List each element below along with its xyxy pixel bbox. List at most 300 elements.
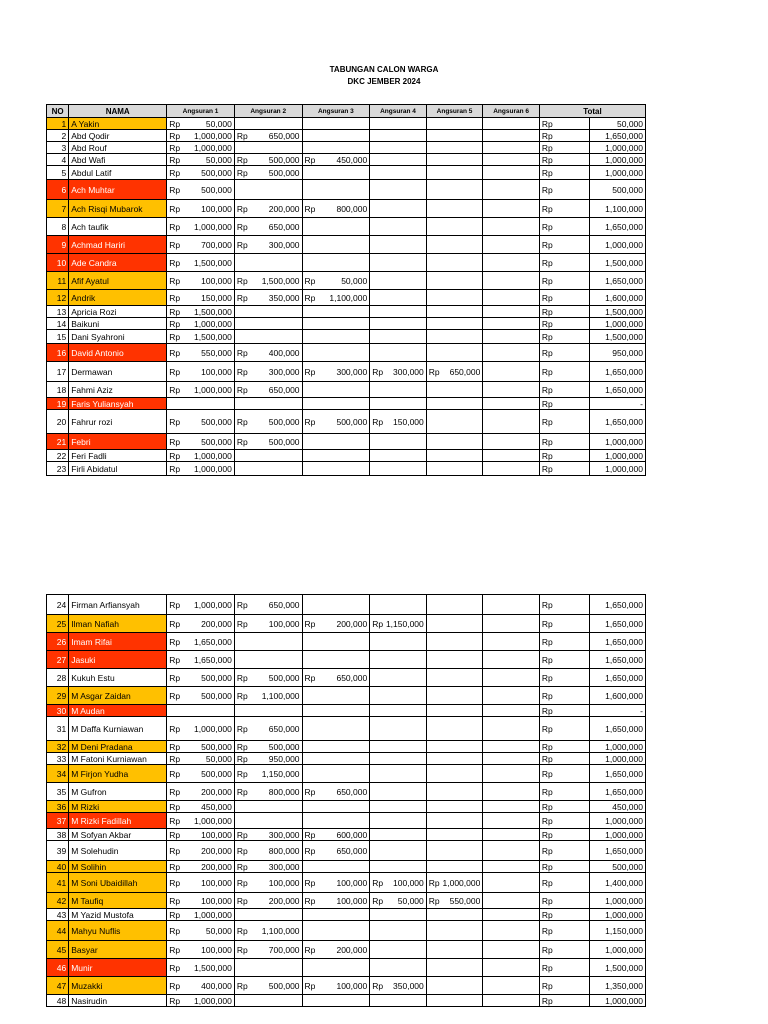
installment-cell-1 bbox=[167, 801, 235, 813]
installment-cell-6 bbox=[483, 306, 540, 318]
currency-symbol: Rp bbox=[236, 239, 248, 250]
installment-cell-3 bbox=[302, 909, 370, 921]
total-amount: 1,650,000 bbox=[590, 669, 646, 687]
installment-amount: 500,000 bbox=[268, 154, 300, 165]
installment-cell-4 bbox=[370, 633, 427, 651]
currency-symbol: Rp bbox=[169, 815, 181, 826]
installment-cell-1 bbox=[167, 118, 235, 130]
installment-amount: 400,000 bbox=[201, 980, 232, 991]
total-currency: Rp bbox=[539, 236, 590, 254]
row-number: 31 bbox=[47, 717, 69, 741]
installment-cell-4 bbox=[370, 410, 427, 434]
installment-cell-2 bbox=[234, 669, 302, 687]
total-currency: Rp bbox=[539, 873, 590, 893]
installment-cell-2 bbox=[234, 218, 302, 236]
installment-cell-3 bbox=[302, 753, 370, 765]
total-currency: Rp bbox=[539, 861, 590, 873]
installment-cell-3 bbox=[302, 783, 370, 801]
total-currency: Rp bbox=[539, 801, 590, 813]
installment-cell-4 bbox=[370, 861, 427, 873]
currency-symbol: Rp bbox=[236, 292, 248, 303]
member-name: Febri bbox=[69, 434, 167, 450]
installment-amount: 600,000 bbox=[336, 829, 368, 840]
installment-cell-3 bbox=[302, 330, 370, 344]
total-amount: 1,650,000 bbox=[590, 595, 646, 615]
currency-symbol: Rp bbox=[169, 599, 181, 610]
installment-cell-4 bbox=[370, 615, 427, 633]
installment-cell-6 bbox=[483, 154, 540, 166]
installment-cell-6 bbox=[483, 344, 540, 362]
currency-symbol: Rp bbox=[169, 292, 181, 303]
currency-symbol: Rp bbox=[169, 275, 181, 286]
installment-amount: 500,000 bbox=[201, 184, 232, 195]
currency-symbol: Rp bbox=[372, 877, 384, 888]
total-currency: Rp bbox=[539, 829, 590, 841]
report-header bbox=[0, 64, 768, 88]
total-currency: Rp bbox=[539, 462, 590, 476]
member-name: Dermawan bbox=[69, 362, 167, 382]
currency-symbol: Rp bbox=[236, 845, 248, 856]
currency-symbol: Rp bbox=[236, 221, 248, 232]
installment-cell-5 bbox=[426, 801, 483, 813]
installment-cell-5 bbox=[426, 813, 483, 829]
table-row bbox=[47, 687, 646, 705]
table-row bbox=[47, 841, 646, 861]
table-row bbox=[47, 254, 646, 272]
installment-cell-3 bbox=[302, 306, 370, 318]
installment-amount: 1,000,000 bbox=[442, 877, 481, 888]
installment-amount: 350,000 bbox=[268, 292, 300, 303]
table-row bbox=[47, 893, 646, 909]
installment-cell-2 bbox=[234, 615, 302, 633]
table-row bbox=[47, 218, 646, 236]
total-amount: 1,650,000 bbox=[590, 410, 646, 434]
installment-amount: 100,000 bbox=[268, 877, 300, 888]
installment-cell-6 bbox=[483, 921, 540, 941]
installment-cell-3 bbox=[302, 318, 370, 330]
installment-cell-3 bbox=[302, 200, 370, 218]
row-number: 4 bbox=[47, 154, 69, 166]
installment-cell-1 bbox=[167, 893, 235, 909]
installment-cell-5 bbox=[426, 765, 483, 783]
installment-cell-3 bbox=[302, 434, 370, 450]
installment-cell-4 bbox=[370, 813, 427, 829]
installment-amount: 650,000 bbox=[336, 672, 368, 683]
installment-cell-6 bbox=[483, 977, 540, 995]
total-currency: Rp bbox=[539, 651, 590, 669]
installment-cell-4 bbox=[370, 977, 427, 995]
installment-amount: 800,000 bbox=[336, 203, 368, 214]
installment-cell-5 bbox=[426, 200, 483, 218]
installment-amount: 1,150,000 bbox=[261, 768, 300, 779]
total-amount: 1,500,000 bbox=[590, 254, 646, 272]
installment-cell-3 bbox=[302, 290, 370, 306]
installment-amount: 1,100,000 bbox=[261, 925, 300, 936]
installment-cell-1 bbox=[167, 218, 235, 236]
member-name: Abd Wafi bbox=[69, 154, 167, 166]
currency-symbol: Rp bbox=[169, 384, 181, 395]
installment-cell-2 bbox=[234, 236, 302, 254]
total-amount: 1,500,000 bbox=[590, 959, 646, 977]
currency-symbol: Rp bbox=[236, 203, 248, 214]
installment-amount: 500,000 bbox=[201, 690, 232, 701]
installment-cell-5 bbox=[426, 318, 483, 330]
row-number: 41 bbox=[47, 873, 69, 893]
currency-symbol: Rp bbox=[169, 167, 181, 178]
installment-cell-5 bbox=[426, 382, 483, 398]
installment-cell-4 bbox=[370, 254, 427, 272]
installment-cell-4 bbox=[370, 841, 427, 861]
installment-amount: 100,000 bbox=[201, 275, 232, 286]
member-name: Ade Candra bbox=[69, 254, 167, 272]
member-name: Apricia Rozi bbox=[69, 306, 167, 318]
installment-cell-2 bbox=[234, 118, 302, 130]
installment-amount: 650,000 bbox=[268, 221, 300, 232]
currency-symbol: Rp bbox=[428, 877, 440, 888]
member-name: M Daffa Kurniawan bbox=[69, 717, 167, 741]
total-currency: Rp bbox=[539, 813, 590, 829]
total-amount: 1,000,000 bbox=[590, 829, 646, 841]
currency-symbol: Rp bbox=[169, 636, 181, 647]
row-number: 9 bbox=[47, 236, 69, 254]
currency-symbol: Rp bbox=[236, 895, 248, 906]
installment-cell-2 bbox=[234, 154, 302, 166]
installment-cell-1 bbox=[167, 180, 235, 200]
installment-amount: 500,000 bbox=[268, 980, 300, 991]
installment-cell-1 bbox=[167, 959, 235, 977]
installment-cell-5 bbox=[426, 741, 483, 753]
total-amount: 1,650,000 bbox=[590, 765, 646, 783]
installment-cell-1 bbox=[167, 154, 235, 166]
installment-amount: 200,000 bbox=[336, 944, 368, 955]
installment-cell-3 bbox=[302, 829, 370, 841]
installment-cell-2 bbox=[234, 450, 302, 462]
row-number: 3 bbox=[47, 142, 69, 154]
total-currency: Rp bbox=[539, 921, 590, 941]
installment-cell-3 bbox=[302, 893, 370, 909]
row-number: 19 bbox=[47, 398, 69, 410]
installment-cell-2 bbox=[234, 382, 302, 398]
table-row bbox=[47, 705, 646, 717]
installment-cell-4 bbox=[370, 218, 427, 236]
installment-cell-5 bbox=[426, 687, 483, 705]
total-amount: 1,650,000 bbox=[590, 633, 646, 651]
member-name: Ach Risqi Mubarok bbox=[69, 200, 167, 218]
installment-cell-5 bbox=[426, 290, 483, 306]
currency-symbol: Rp bbox=[169, 463, 181, 474]
installment-amount: 300,000 bbox=[393, 366, 424, 377]
member-name: Firli Abidatul bbox=[69, 462, 167, 476]
installment-amount: 500,000 bbox=[201, 416, 232, 427]
member-name: Kukuh Estu bbox=[69, 669, 167, 687]
installment-amount: 650,000 bbox=[268, 130, 300, 141]
total-amount: 1,650,000 bbox=[590, 218, 646, 236]
table-row bbox=[47, 921, 646, 941]
installment-amount: 650,000 bbox=[268, 723, 300, 734]
installment-cell-4 bbox=[370, 154, 427, 166]
currency-symbol: Rp bbox=[372, 618, 384, 629]
total-currency: Rp bbox=[539, 272, 590, 290]
currency-symbol: Rp bbox=[169, 845, 181, 856]
currency-symbol: Rp bbox=[236, 861, 248, 872]
row-number: 29 bbox=[47, 687, 69, 705]
total-amount: 1,650,000 bbox=[590, 615, 646, 633]
row-number: 6 bbox=[47, 180, 69, 200]
installment-cell-5 bbox=[426, 921, 483, 941]
installment-cell-2 bbox=[234, 306, 302, 318]
installment-cell-2 bbox=[234, 318, 302, 330]
total-amount: 1,000,000 bbox=[590, 813, 646, 829]
installment-cell-5 bbox=[426, 450, 483, 462]
total-amount: - bbox=[590, 705, 646, 717]
installment-cell-5 bbox=[426, 861, 483, 873]
installment-cell-1 bbox=[167, 829, 235, 841]
installment-cell-3 bbox=[302, 154, 370, 166]
installment-cell-3 bbox=[302, 130, 370, 142]
row-number: 21 bbox=[47, 434, 69, 450]
row-number: 32 bbox=[47, 741, 69, 753]
currency-symbol: Rp bbox=[169, 184, 181, 195]
installment-cell-2 bbox=[234, 344, 302, 362]
installment-cell-1 bbox=[167, 651, 235, 669]
currency-symbol: Rp bbox=[169, 257, 181, 268]
row-number: 18 bbox=[47, 382, 69, 398]
table-row bbox=[47, 382, 646, 398]
installment-cell-5 bbox=[426, 218, 483, 236]
total-currency: Rp bbox=[539, 615, 590, 633]
installment-amount: 500,000 bbox=[201, 436, 232, 447]
installment-amount: 300,000 bbox=[268, 239, 300, 250]
total-amount: 1,000,000 bbox=[590, 450, 646, 462]
currency-symbol: Rp bbox=[169, 877, 181, 888]
installment-amount: 700,000 bbox=[201, 239, 232, 250]
installment-cell-3 bbox=[302, 450, 370, 462]
installment-cell-6 bbox=[483, 801, 540, 813]
installment-cell-4 bbox=[370, 450, 427, 462]
installment-amount: 300,000 bbox=[336, 366, 368, 377]
table-row bbox=[47, 861, 646, 873]
total-currency: Rp bbox=[539, 434, 590, 450]
total-currency: Rp bbox=[539, 765, 590, 783]
installment-cell-5 bbox=[426, 783, 483, 801]
total-amount: 1,000,000 bbox=[590, 893, 646, 909]
table-row bbox=[47, 995, 646, 1007]
installment-amount: 1,500,000 bbox=[194, 257, 232, 268]
installment-cell-2 bbox=[234, 829, 302, 841]
member-name: Nasirudin bbox=[69, 995, 167, 1007]
currency-symbol: Rp bbox=[304, 786, 316, 797]
row-number: 23 bbox=[47, 462, 69, 476]
installment-cell-2 bbox=[234, 941, 302, 959]
installment-cell-2 bbox=[234, 873, 302, 893]
installment-cell-6 bbox=[483, 861, 540, 873]
table-row bbox=[47, 154, 646, 166]
table-body bbox=[47, 118, 646, 476]
installment-cell-3 bbox=[302, 801, 370, 813]
installment-amount: 800,000 bbox=[268, 786, 300, 797]
currency-symbol: Rp bbox=[236, 154, 248, 165]
installment-cell-4 bbox=[370, 362, 427, 382]
installment-amount: 1,650,000 bbox=[194, 636, 232, 647]
installment-amount: 200,000 bbox=[201, 786, 232, 797]
installment-amount: 1,100,000 bbox=[261, 690, 300, 701]
member-name: M Rizki bbox=[69, 801, 167, 813]
currency-symbol: Rp bbox=[304, 275, 316, 286]
total-currency: Rp bbox=[539, 687, 590, 705]
total-amount: 500,000 bbox=[590, 861, 646, 873]
installment-amount: 1,000,000 bbox=[194, 450, 232, 461]
total-amount: 1,650,000 bbox=[590, 382, 646, 398]
member-name: M Deni Pradana bbox=[69, 741, 167, 753]
row-number: 15 bbox=[47, 330, 69, 344]
installment-cell-3 bbox=[302, 615, 370, 633]
total-amount: 1,400,000 bbox=[590, 873, 646, 893]
total-amount: 1,650,000 bbox=[590, 272, 646, 290]
member-name: Andrik bbox=[69, 290, 167, 306]
installment-cell-1 bbox=[167, 717, 235, 741]
currency-symbol: Rp bbox=[304, 618, 316, 629]
installment-cell-4 bbox=[370, 705, 427, 717]
installment-cell-2 bbox=[234, 995, 302, 1007]
installment-cell-1 bbox=[167, 615, 235, 633]
installment-cell-5 bbox=[426, 344, 483, 362]
total-currency: Rp bbox=[539, 398, 590, 410]
installment-cell-6 bbox=[483, 909, 540, 921]
row-number: 42 bbox=[47, 893, 69, 909]
savings-table-part-1 bbox=[46, 104, 646, 476]
table-row bbox=[47, 829, 646, 841]
installment-cell-6 bbox=[483, 142, 540, 154]
installment-cell-1 bbox=[167, 753, 235, 765]
installment-amount: 500,000 bbox=[268, 167, 300, 178]
table-row bbox=[47, 801, 646, 813]
total-amount: 1,000,000 bbox=[590, 166, 646, 180]
installment-amount: 300,000 bbox=[268, 829, 300, 840]
installment-cell-6 bbox=[483, 318, 540, 330]
installment-cell-2 bbox=[234, 687, 302, 705]
installment-cell-4 bbox=[370, 130, 427, 142]
header-total: Total bbox=[539, 105, 645, 118]
installment-cell-2 bbox=[234, 765, 302, 783]
total-currency: Rp bbox=[539, 318, 590, 330]
installment-cell-5 bbox=[426, 154, 483, 166]
member-name: Basyar bbox=[69, 941, 167, 959]
total-amount: 1,350,000 bbox=[590, 977, 646, 995]
total-currency: Rp bbox=[539, 741, 590, 753]
installment-cell-3 bbox=[302, 741, 370, 753]
installment-amount: 50,000 bbox=[341, 275, 368, 286]
installment-cell-3 bbox=[302, 344, 370, 362]
currency-symbol: Rp bbox=[236, 618, 248, 629]
installment-cell-3 bbox=[302, 873, 370, 893]
installment-amount: 100,000 bbox=[336, 980, 368, 991]
installment-amount: 500,000 bbox=[201, 741, 232, 752]
installment-cell-6 bbox=[483, 410, 540, 434]
installment-cell-4 bbox=[370, 921, 427, 941]
installment-cell-2 bbox=[234, 813, 302, 829]
installment-cell-5 bbox=[426, 142, 483, 154]
installment-cell-5 bbox=[426, 410, 483, 434]
row-number: 25 bbox=[47, 615, 69, 633]
total-currency: Rp bbox=[539, 410, 590, 434]
currency-symbol: Rp bbox=[169, 416, 181, 427]
currency-symbol: Rp bbox=[236, 130, 248, 141]
member-name: Faris Yuliansyah bbox=[69, 398, 167, 410]
total-currency: Rp bbox=[539, 995, 590, 1007]
member-name: Afif Ayatul bbox=[69, 272, 167, 290]
installment-cell-6 bbox=[483, 462, 540, 476]
total-currency: Rp bbox=[539, 362, 590, 382]
installment-cell-4 bbox=[370, 180, 427, 200]
installment-cell-3 bbox=[302, 633, 370, 651]
installment-cell-1 bbox=[167, 142, 235, 154]
currency-symbol: Rp bbox=[428, 366, 440, 377]
installment-cell-3 bbox=[302, 362, 370, 382]
currency-symbol: Rp bbox=[169, 753, 181, 764]
row-number: 28 bbox=[47, 669, 69, 687]
installment-cell-1 bbox=[167, 434, 235, 450]
installment-cell-5 bbox=[426, 753, 483, 765]
installment-cell-6 bbox=[483, 595, 540, 615]
installment-cell-4 bbox=[370, 959, 427, 977]
installment-amount: 200,000 bbox=[201, 618, 232, 629]
installment-cell-4 bbox=[370, 595, 427, 615]
installment-cell-5 bbox=[426, 995, 483, 1007]
installment-cell-5 bbox=[426, 462, 483, 476]
installment-amount: 100,000 bbox=[393, 877, 424, 888]
installment-cell-5 bbox=[426, 941, 483, 959]
table-row bbox=[47, 290, 646, 306]
table-row bbox=[47, 462, 646, 476]
table-row bbox=[47, 669, 646, 687]
total-currency: Rp bbox=[539, 118, 590, 130]
currency-symbol: Rp bbox=[169, 203, 181, 214]
installment-cell-4 bbox=[370, 765, 427, 783]
member-name: David Antonio bbox=[69, 344, 167, 362]
total-amount: 1,000,000 bbox=[590, 154, 646, 166]
currency-symbol: Rp bbox=[236, 877, 248, 888]
installment-cell-2 bbox=[234, 921, 302, 941]
installment-cell-2 bbox=[234, 142, 302, 154]
currency-symbol: Rp bbox=[169, 895, 181, 906]
installment-cell-5 bbox=[426, 306, 483, 318]
total-amount: 1,150,000 bbox=[590, 921, 646, 941]
currency-symbol: Rp bbox=[236, 672, 248, 683]
member-name: M Gufron bbox=[69, 783, 167, 801]
installment-amount: 50,000 bbox=[205, 925, 232, 936]
table-row bbox=[47, 118, 646, 130]
installment-cell-2 bbox=[234, 166, 302, 180]
total-currency: Rp bbox=[539, 705, 590, 717]
table-row bbox=[47, 362, 646, 382]
currency-symbol: Rp bbox=[304, 154, 316, 165]
total-amount: 950,000 bbox=[590, 344, 646, 362]
installment-amount: 1,500,000 bbox=[194, 962, 232, 973]
total-currency: Rp bbox=[539, 959, 590, 977]
installment-cell-5 bbox=[426, 615, 483, 633]
table-row bbox=[47, 813, 646, 829]
installment-cell-2 bbox=[234, 651, 302, 669]
installment-cell-2 bbox=[234, 705, 302, 717]
currency-symbol: Rp bbox=[169, 221, 181, 232]
installment-amount: 1,000,000 bbox=[194, 995, 232, 1006]
installment-cell-5 bbox=[426, 434, 483, 450]
member-name: M Asgar Zaidan bbox=[69, 687, 167, 705]
report-subtitle: DKC JEMBER 2024 bbox=[347, 77, 421, 86]
member-name: Ilman Nafiah bbox=[69, 615, 167, 633]
installment-amount: 1,500,000 bbox=[194, 331, 232, 342]
installment-cell-6 bbox=[483, 450, 540, 462]
